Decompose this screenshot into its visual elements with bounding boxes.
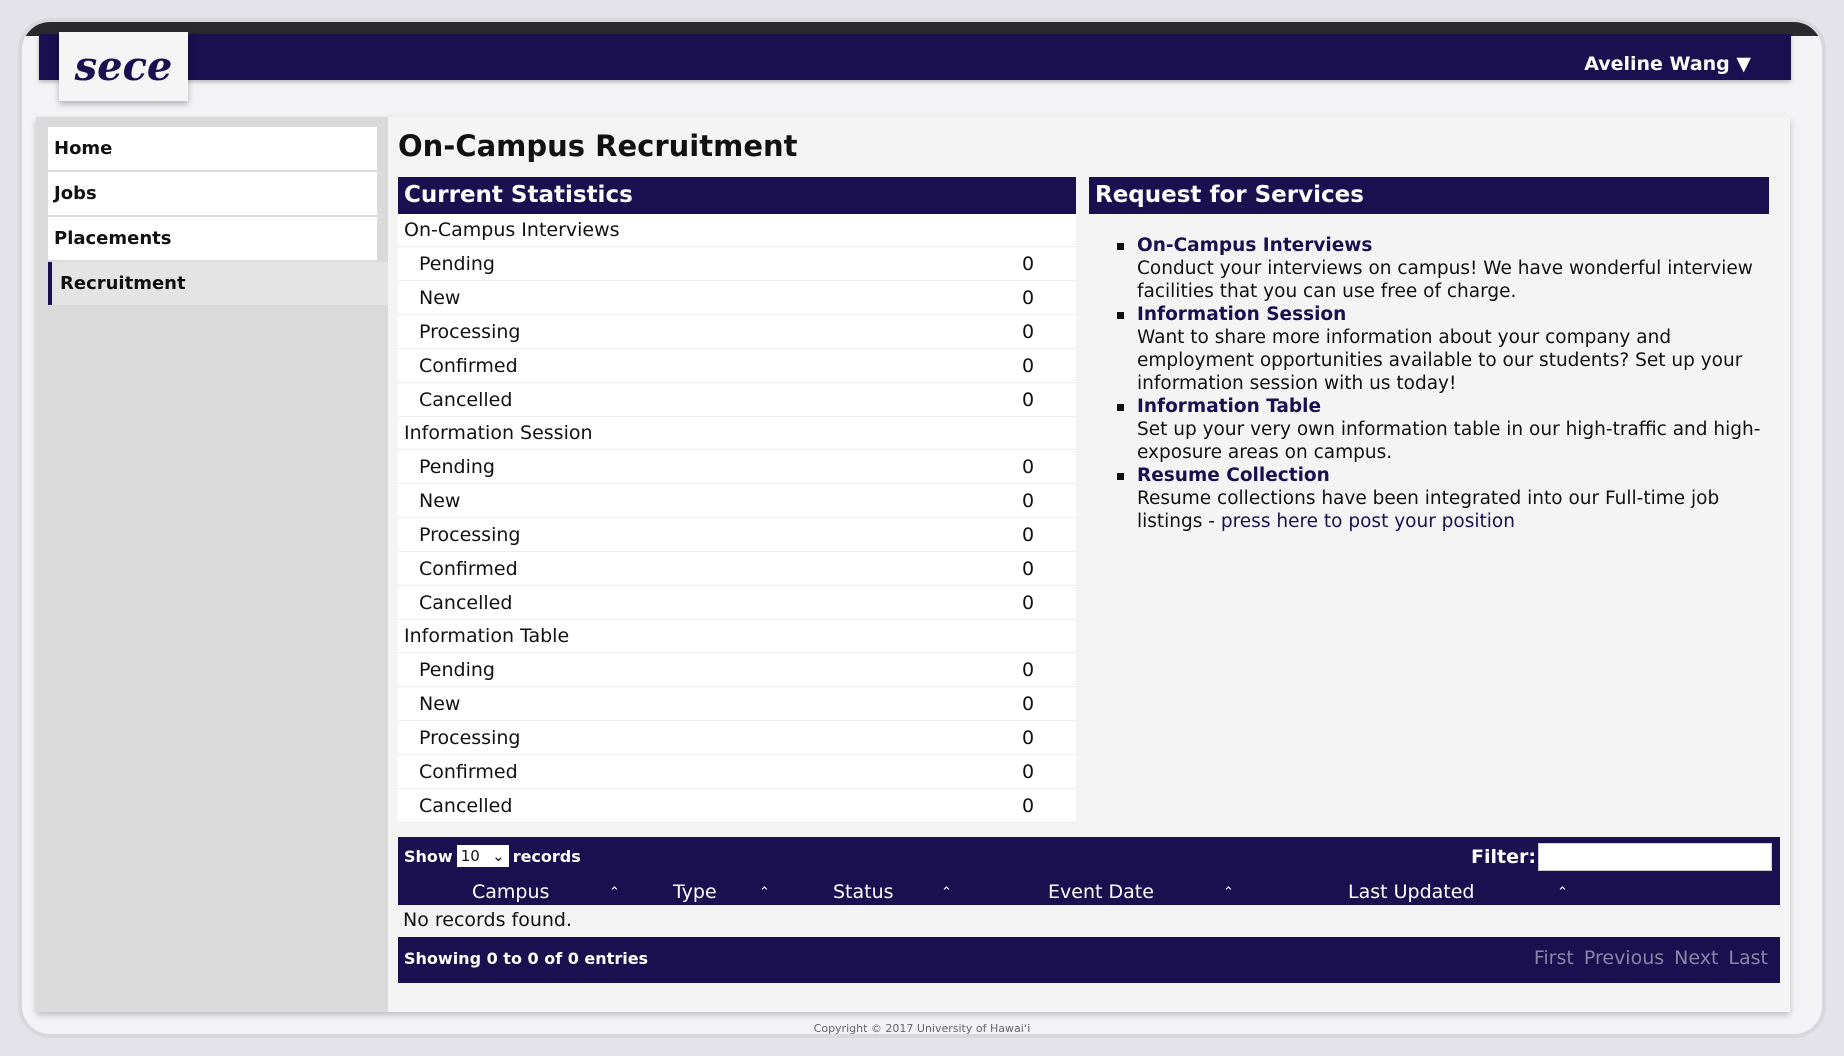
service-description: Conduct your interviews on campus! We have wonderful interview facilities that you can use free of charge. (1137, 258, 1753, 302)
records-per-page-value: 10 (460, 847, 480, 865)
stats-group-label: Information Table (398, 620, 1076, 653)
sort-icon[interactable]: ⌃ (1223, 885, 1234, 900)
column-header-status[interactable]: Status (833, 881, 894, 903)
request-for-services-panel (1089, 177, 1769, 533)
current-statistics-panel (398, 177, 1076, 823)
stats-row (398, 349, 1076, 383)
stats-row-value: 0 (1022, 592, 1035, 614)
stats-row-label: Confirmed (419, 558, 518, 580)
service-item (1117, 234, 1769, 303)
filter-input[interactable] (1538, 843, 1772, 871)
service-link-info-session[interactable]: Information Session (1137, 304, 1347, 325)
stats-row-label: Pending (419, 253, 495, 275)
stats-row-label: New (419, 490, 461, 512)
column-header-last-updated[interactable]: Last Updated (1348, 881, 1475, 903)
stats-row-label: Confirmed (419, 355, 518, 377)
sort-icon[interactable]: ⌃ (759, 885, 770, 900)
services-heading: Request for Services (1089, 177, 1769, 214)
stats-row (398, 247, 1076, 281)
stats-row-value: 0 (1022, 727, 1035, 749)
stats-row-label: Cancelled (419, 795, 513, 817)
service-description: Want to share more information about your company and employment opportunities available to our students? Set up your information session with us today! (1137, 327, 1743, 394)
sidebar-item-home[interactable]: Home (48, 127, 377, 170)
logo[interactable]: sece (59, 32, 188, 101)
stats-row-label: Pending (419, 659, 495, 681)
sort-icon[interactable]: ⌃ (941, 885, 952, 900)
statistics-heading: Current Statistics (398, 177, 1076, 214)
show-label: Show (404, 846, 453, 866)
stats-row-label: Pending (419, 456, 495, 478)
column-header-campus[interactable]: Campus (472, 881, 550, 903)
stats-row-value: 0 (1022, 761, 1035, 783)
filter-control (1471, 843, 1772, 871)
table-info: Showing 0 to 0 of 0 entries (404, 949, 649, 968)
sidebar-item-recruitment[interactable]: Recruitment (48, 262, 388, 305)
main-panel (36, 117, 1790, 1012)
stats-row-value: 0 (1022, 659, 1035, 681)
page-title: On-Campus Recruitment (398, 129, 798, 163)
copyright: Copyright © 2017 University of Hawaiʻi (813, 1022, 1031, 1035)
service-link-interviews[interactable]: On-Campus Interviews (1137, 235, 1373, 256)
records-per-page-select[interactable] (457, 845, 509, 867)
sidebar-item-placements[interactable]: Placements (48, 217, 377, 260)
pager-first[interactable]: First (1533, 947, 1574, 969)
stats-row (398, 281, 1076, 315)
sort-icon[interactable]: ⌃ (1557, 885, 1568, 900)
table-header (398, 837, 1780, 905)
stats-row (398, 315, 1076, 349)
stats-row (398, 450, 1076, 484)
service-item (1117, 303, 1769, 395)
stats-row-value: 0 (1022, 456, 1035, 478)
service-description: Set up your very own information table in our high-traffic and high-exposure areas on campus. (1137, 419, 1761, 463)
empty-table-message: No records found. (398, 905, 1780, 937)
stats-row-label: Cancelled (419, 592, 513, 614)
stats-row (398, 586, 1076, 620)
stats-row (398, 552, 1076, 586)
column-header-event-date[interactable]: Event Date (1048, 881, 1154, 903)
stats-row (398, 653, 1076, 687)
service-link-resume-collection[interactable]: Resume Collection (1137, 465, 1330, 486)
app-frame (18, 18, 1826, 1038)
pager-next[interactable]: Next (1674, 947, 1719, 969)
sort-icon[interactable]: ⌃ (609, 885, 620, 900)
chevron-down-icon: ⌄ (492, 847, 505, 865)
events-table (398, 837, 1780, 983)
stats-row (398, 789, 1076, 823)
stats-row-value: 0 (1022, 795, 1035, 817)
stats-row-value: 0 (1022, 490, 1035, 512)
post-position-link[interactable]: press here to post your position (1220, 511, 1515, 532)
stats-row (398, 383, 1076, 417)
stats-row (398, 518, 1076, 552)
sidebar-item-jobs[interactable]: Jobs (48, 172, 377, 215)
service-description: Resume collections have been integrated into our Full-time job listings - (1137, 488, 1720, 532)
stats-row-value: 0 (1022, 693, 1035, 715)
pager-last[interactable]: Last (1728, 947, 1768, 969)
stats-row (398, 687, 1076, 721)
column-header-type[interactable]: Type (673, 881, 717, 903)
stats-row-label: New (419, 693, 461, 715)
content (398, 117, 1780, 1012)
stats-row-value: 0 (1022, 524, 1035, 546)
stats-row-label: Processing (419, 524, 521, 546)
stats-row (398, 484, 1076, 518)
stats-row-label: New (419, 287, 461, 309)
filter-label: Filter: (1471, 846, 1536, 868)
top-navbar (39, 34, 1791, 80)
service-item (1117, 395, 1769, 464)
stats-row-label: Confirmed (419, 761, 518, 783)
pagination (1534, 947, 1768, 969)
service-link-info-table[interactable]: Information Table (1137, 396, 1322, 417)
stats-row-label: Processing (419, 727, 521, 749)
length-control (404, 845, 581, 867)
stats-row (398, 721, 1076, 755)
stats-row-value: 0 (1022, 253, 1035, 275)
stats-row-value: 0 (1022, 389, 1035, 411)
stats-group-label: On-Campus Interviews (398, 214, 1076, 247)
sidebar (36, 117, 388, 1012)
stats-group-label: Information Session (398, 417, 1076, 450)
service-item (1117, 464, 1769, 533)
user-menu[interactable]: Aveline Wang ▼ (1584, 53, 1751, 75)
records-label: records (512, 846, 581, 866)
stats-row (398, 755, 1076, 789)
stats-row-label: Cancelled (419, 389, 513, 411)
pager-previous[interactable]: Previous (1583, 947, 1665, 969)
table-footer (398, 937, 1780, 983)
stats-row-value: 0 (1022, 287, 1035, 309)
stats-row-value: 0 (1022, 355, 1035, 377)
stats-row-value: 0 (1022, 321, 1035, 343)
stats-row-value: 0 (1022, 558, 1035, 580)
stats-row-label: Processing (419, 321, 521, 343)
services-list (1089, 214, 1769, 533)
